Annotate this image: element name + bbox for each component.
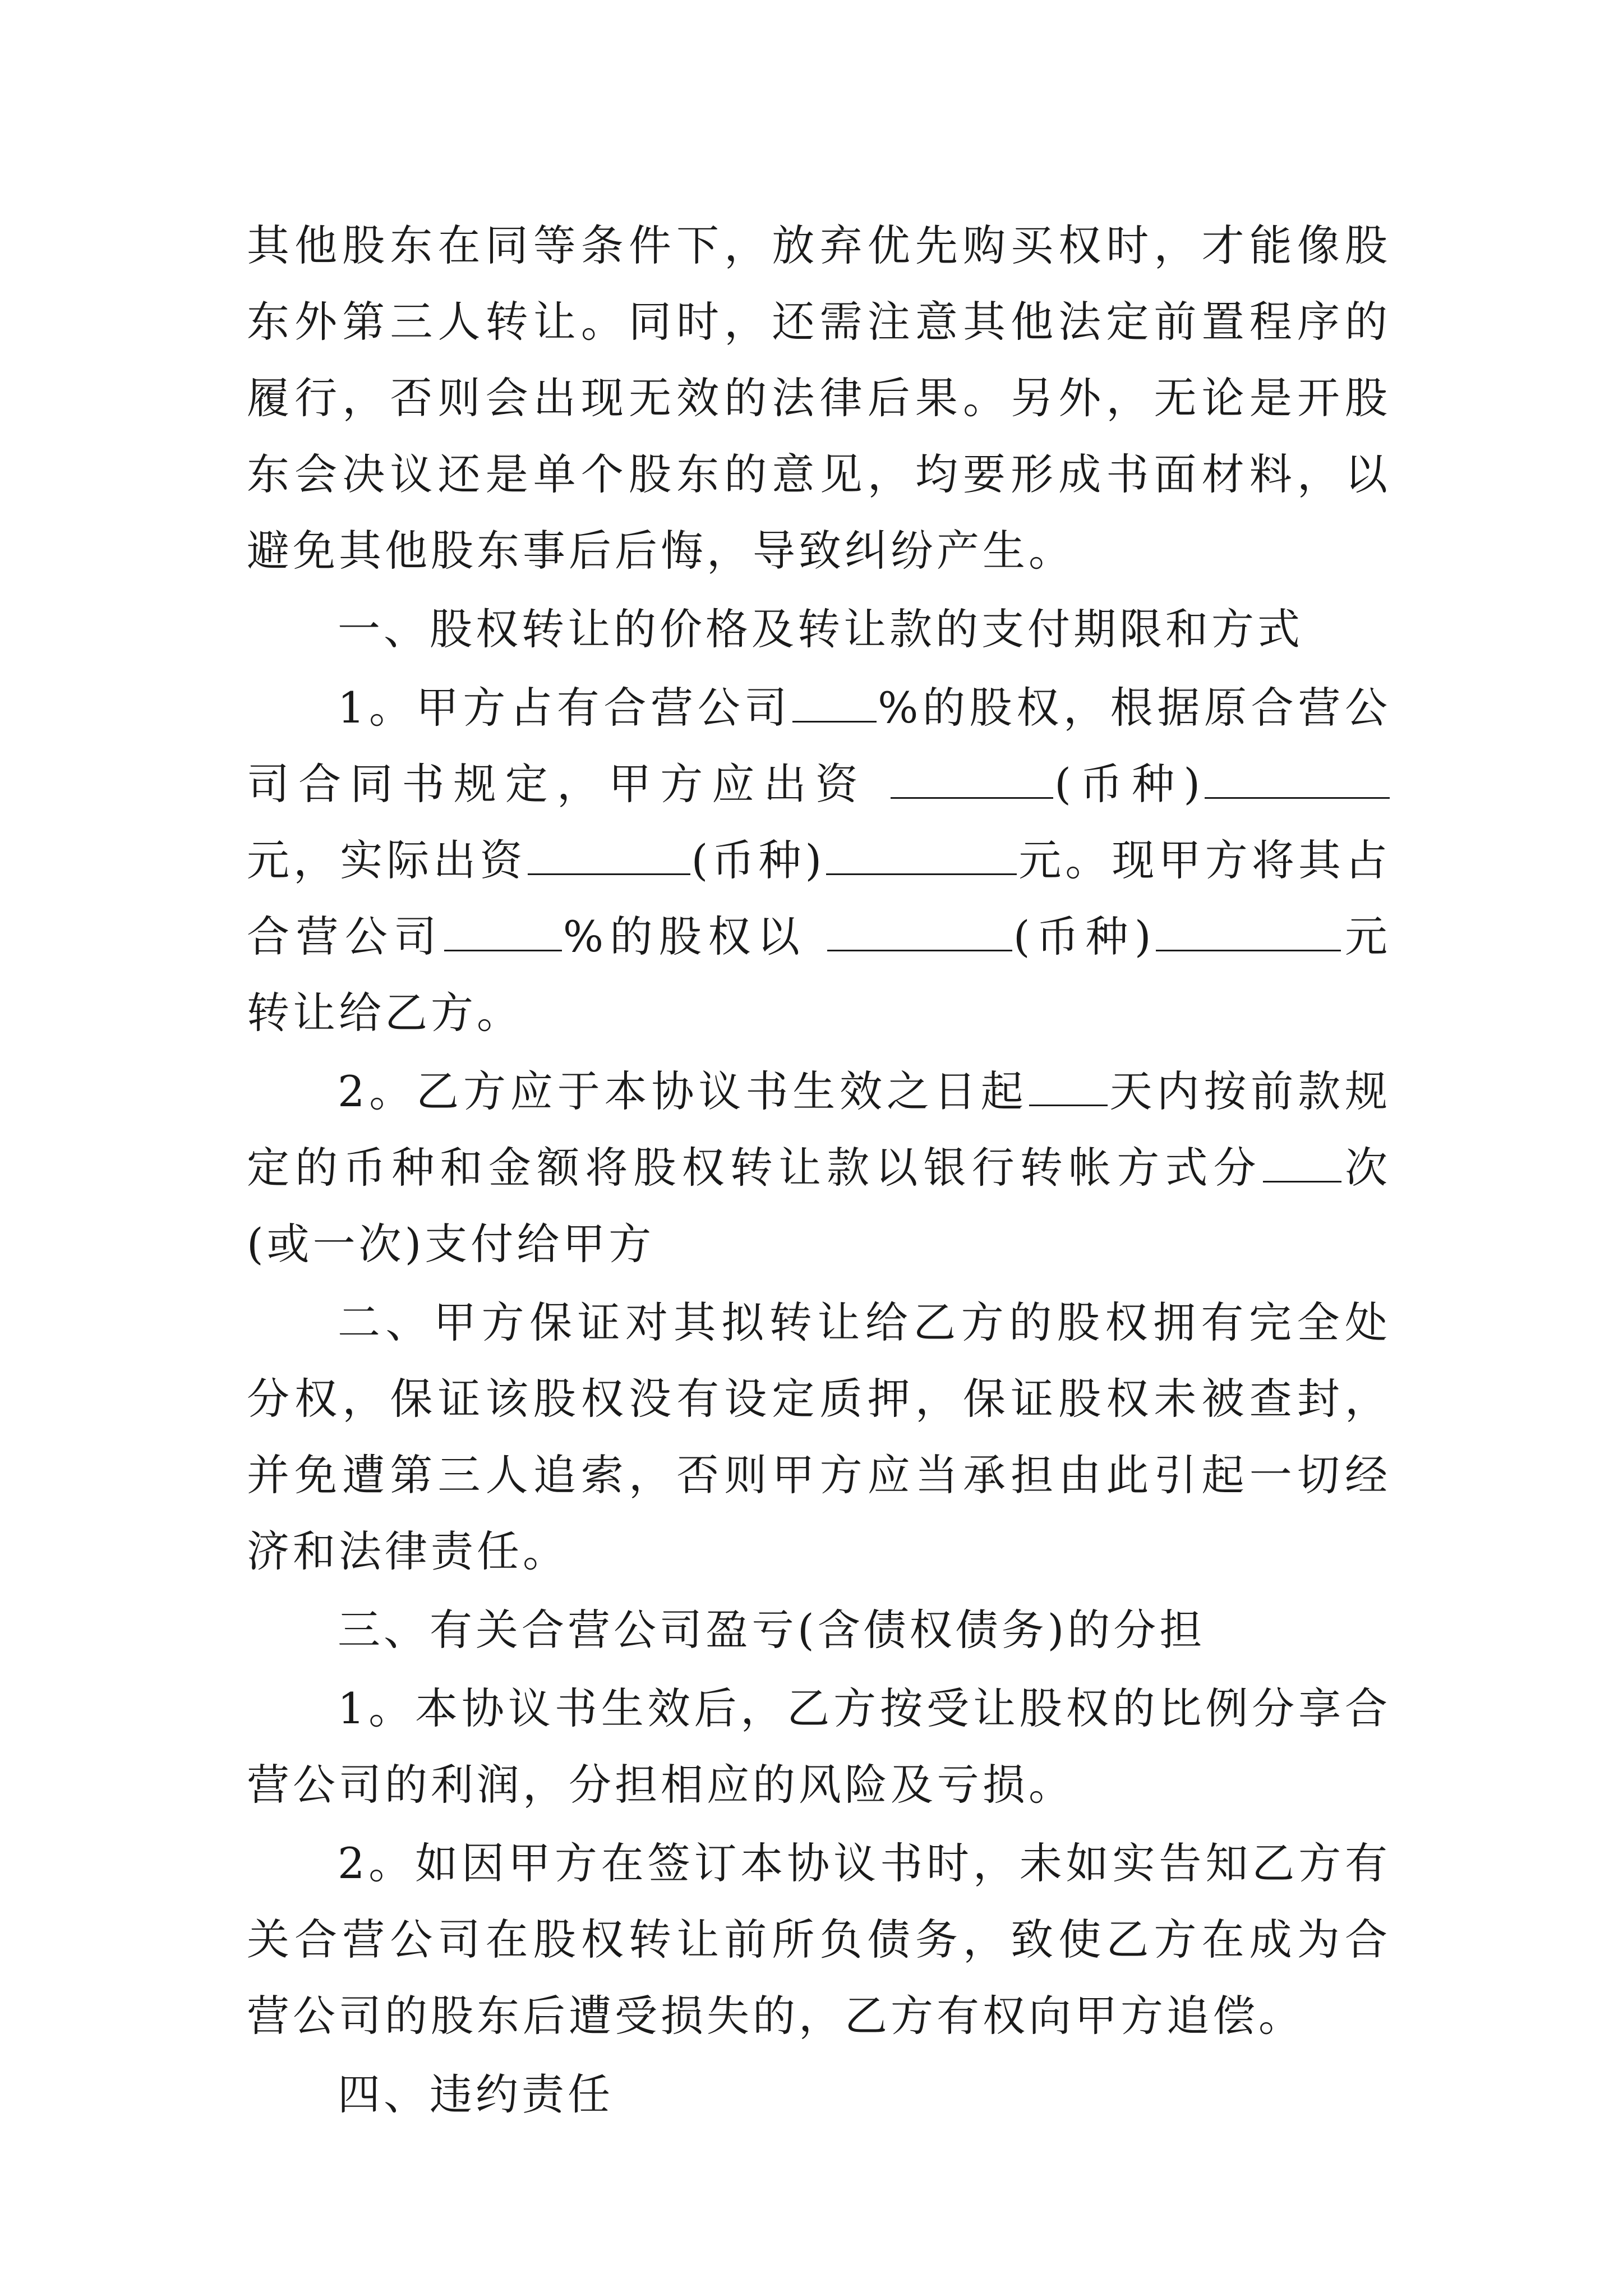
blank-field <box>891 758 1053 799</box>
section-3-item-1: 1。本协议书生效后，乙方按受让股权的比例分享合营公司的利润，分担相应的风险及亏损。 <box>247 1683 1391 1810</box>
blank-field <box>1205 758 1390 799</box>
text-segment: 2。乙方应于本协议书生效之日起 <box>338 1066 1028 1116</box>
section-1-item-1 <box>247 670 1391 1051</box>
section-2-paragraph: 二、甲方保证对其拟转让给乙方的股权拥有完全处分权，保证该股权没有设定质押，保证股权未被查封，并免遭第三人追索，否则甲方应当承担由此引起一切经济和法律责任。 <box>247 1297 1391 1576</box>
text-segment: 元，实际出资 <box>247 835 527 885</box>
blank-field <box>1156 910 1341 951</box>
text-segment: (币种) <box>1054 759 1204 809</box>
paragraph-shareholder-transfer-note: 其他股东在同等条件下，放弃优先购买权时，才能像股东外第三人转让。同时，还需注意其他法定前置程序的履行，否则会出现无效的法律后果。另外，无论是开股东会决议还是单个股东的意见，均要形成书面材料，以避免其他股东事后后悔，导致纠纷产生。 <box>247 220 1391 576</box>
section-3-item-2: 2。如因甲方在签订本协议书时，未如实告知乙方有关合营公司在股权转让前所负债务，致使乙方在成为合营公司的股东后遭受损失的，乙方有权向甲方追偿。 <box>247 1838 1391 2041</box>
blank-field <box>1263 1142 1341 1182</box>
text-segment: 元。现甲方将其占合营公司 <box>247 835 1391 961</box>
section-4-heading: 四、违约责任 <box>338 2069 614 2119</box>
blank-field <box>827 910 1012 951</box>
text-segment: %的股权以 <box>562 912 826 961</box>
text-segment: 元转让给乙方。 <box>247 912 1391 1038</box>
text-segment: (币种) <box>1013 912 1155 961</box>
section-3-heading: 三、有关合营公司盈亏(含债权债务)的分担 <box>338 1605 1206 1655</box>
text-segment: 1。甲方占有合营公司 <box>338 683 792 733</box>
text-segment: (币种) <box>691 835 826 885</box>
text-segment: %的股权，根据原合营公司合同书规定，甲方应出资 <box>247 683 1391 809</box>
text-segment: 次(或一次)支付给甲方 <box>247 1143 1391 1269</box>
blank-field <box>528 834 690 875</box>
blank-field <box>444 910 562 951</box>
text-segment: 天内按前款规定的币种和金额将股权转让款以银行转帐方式分 <box>247 1066 1391 1193</box>
section-1-heading: 一、股权转让的价格及转让款的支付期限和方式 <box>338 604 1303 654</box>
blank-field <box>792 682 877 723</box>
blank-field <box>826 834 1017 875</box>
section-1-item-2 <box>247 1053 1391 1282</box>
blank-field <box>1029 1065 1108 1106</box>
document-body <box>247 208 1391 2133</box>
